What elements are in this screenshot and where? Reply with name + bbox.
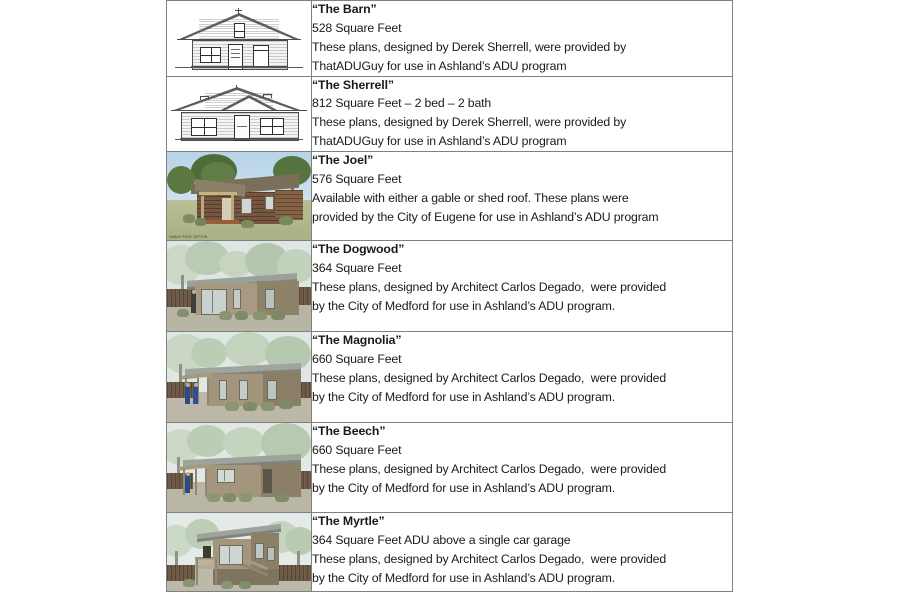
- table-row: [167, 241, 733, 332]
- adu-plans-table: [166, 0, 733, 592]
- plan-description-line-1: These plans, designed by Architect Carlos Degado, were provided: [312, 370, 667, 385]
- plan-image-cell: [167, 76, 312, 152]
- plan-text-cell: [312, 152, 733, 241]
- plan-image-cell: [167, 423, 312, 513]
- plan-description-line-1: Available with either a gable or shed roof. These plans were: [312, 190, 629, 205]
- table-row: [167, 152, 733, 241]
- plan-name: “The Dogwood”: [312, 242, 405, 256]
- plan-description-line-1: These plans, designed by Architect Carlos Degado, were provided: [312, 551, 667, 566]
- plan-name: “The Joel”: [312, 153, 374, 167]
- plan-thumbnail-the-sherrell: [167, 77, 311, 147]
- plan-thumbnail-the-dogwood: [167, 241, 311, 331]
- plan-thumbnail-the-barn: [167, 1, 311, 75]
- table-row: [167, 332, 733, 423]
- table-row: [167, 76, 733, 152]
- plan-name: “The Magnolia”: [312, 333, 402, 347]
- plan-image-cell: [167, 152, 312, 241]
- plan-size: 660 Square Feet: [312, 351, 402, 366]
- plan-thumbnail-the-myrtle: [167, 513, 311, 591]
- plan-image-cell: [167, 513, 312, 592]
- plan-text-cell: [312, 423, 733, 513]
- plan-name: “The Myrtle”: [312, 514, 385, 528]
- plan-description-line-1: These plans, designed by Derek Sherrell, were provided by: [312, 115, 627, 129]
- plan-size: 364 Square Feet ADU above a single car garage: [312, 532, 571, 547]
- plan-description-line-2: by the City of Medford for use in Ashland’s ADU program.: [312, 480, 616, 495]
- plan-name: “The Beech”: [312, 424, 386, 438]
- plan-thumbnail-the-magnolia: [167, 332, 311, 422]
- plan-text-cell: [312, 76, 733, 152]
- plan-size: 576 Square Feet: [312, 171, 402, 186]
- plan-description-line-2: by the City of Medford for use in Ashland’s ADU program.: [312, 298, 616, 313]
- plan-text-cell: [312, 513, 733, 592]
- plan-description-line-2: ThatADUGuy for use in Ashland’s ADU program: [312, 134, 567, 148]
- plan-description-line-2: provided by the City of Eugene for use in Ashland’s ADU program: [312, 209, 659, 224]
- plan-description-line-1: These plans, designed by Architect Carlos Degado, were provided: [312, 279, 667, 294]
- table-row: [167, 423, 733, 513]
- plan-name: “The Barn”: [312, 2, 377, 16]
- plan-image-caption: GABLE ROOF OPTION: [169, 235, 208, 239]
- plan-size: 528 Square Feet: [312, 20, 402, 35]
- plan-text-cell: [312, 1, 733, 77]
- plan-name: “The Sherrell”: [312, 77, 394, 92]
- plan-description-line-1: These plans, designed by Derek Sherrell, were provided by: [312, 39, 627, 54]
- plan-description-line-2: ThatADUGuy for use in Ashland’s ADU program: [312, 58, 567, 73]
- table-row: [167, 1, 733, 77]
- plan-image-cell: [167, 1, 312, 77]
- plan-image-cell: [167, 332, 312, 423]
- plan-thumbnail-the-beech: [167, 423, 311, 512]
- plan-thumbnail-the-joel: [167, 152, 311, 240]
- plan-text-cell: [312, 241, 733, 332]
- plan-size: 660 Square Feet: [312, 442, 402, 457]
- plan-size: 364 Square Feet: [312, 260, 402, 275]
- plan-text-cell: [312, 332, 733, 423]
- plan-description-line-1: These plans, designed by Architect Carlos Degado, were provided: [312, 461, 667, 476]
- table-row: [167, 513, 733, 592]
- plan-description-line-2: by the City of Medford for use in Ashland’s ADU program.: [312, 570, 616, 585]
- plan-image-cell: [167, 241, 312, 332]
- plan-size: 812 Square Feet – 2 bed – 2 bath: [312, 96, 492, 110]
- plan-description-line-2: by the City of Medford for use in Ashland’s ADU program.: [312, 389, 616, 404]
